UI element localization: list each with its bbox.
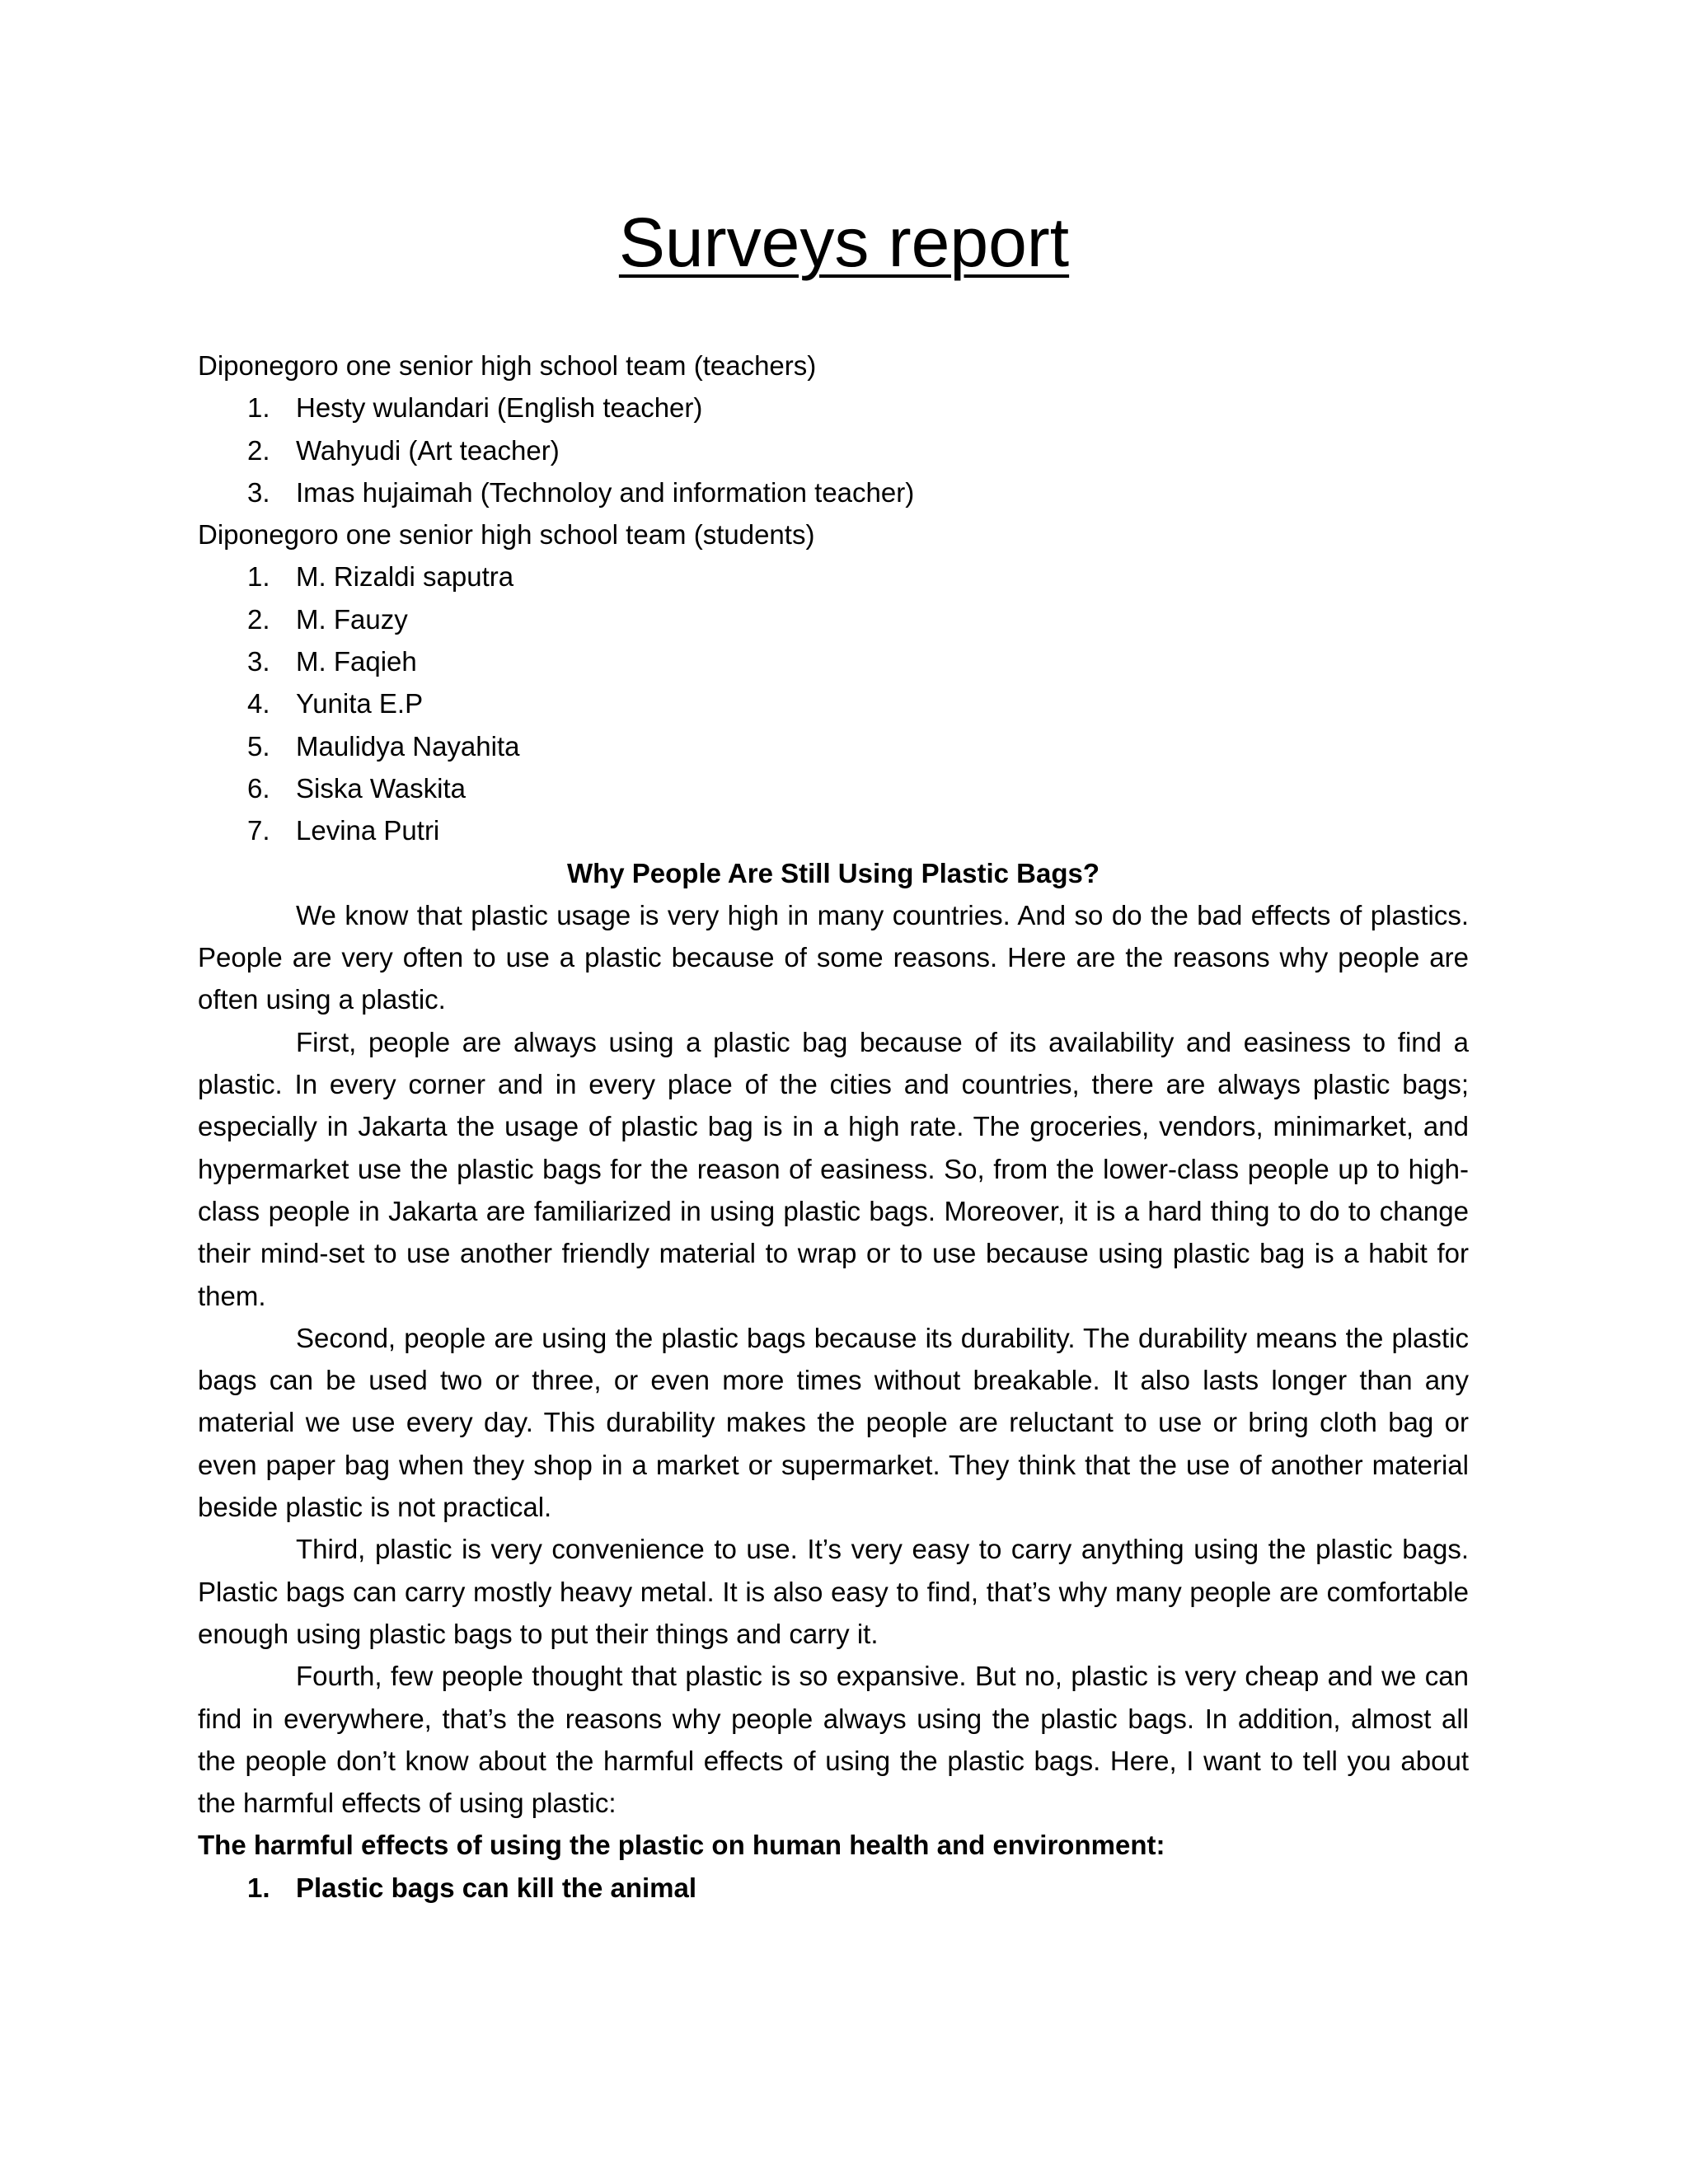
member-name: M. Rizaldi saputra	[296, 561, 514, 593]
list-item	[198, 598, 1469, 640]
member-name: Levina Putri	[296, 815, 440, 846]
paragraph-fourth-reason: Fourth, few people thought that plastic is so expansive. But no, plastic is very cheap and we can find in everywhere, that’s the reasons why people always using the plastic bags. In addition, almost all the people don’t know about the harmful effects of using the plastic bags. Here, I want to tell you about the harmful effects of using plastic:	[198, 1661, 1469, 1819]
member-name: Wahyudi (Art teacher)	[296, 434, 560, 466]
list-item	[198, 767, 1469, 809]
list-number: 7.	[247, 815, 270, 846]
list-number: 1.	[247, 561, 270, 593]
member-name: Hesty wulandari (English teacher)	[296, 392, 703, 424]
list-number: 2.	[247, 434, 270, 466]
list-item	[198, 682, 1469, 724]
teachers-list	[198, 387, 1469, 513]
paragraph-second-reason: Second, people are using the plastic bags because its durability. The durability means the plastic bags can be used two or three, or even more times without breakable. It also lasts longer than any material we use every day. This durability makes the people are reluctant to use or bring cloth bag or even paper bag when they shop in a market or supermarket. They think that the use of another material beside plastic is not practical.	[198, 1322, 1469, 1523]
member-name: Yunita E.P	[296, 688, 424, 719]
list-item	[198, 809, 1469, 851]
students-list	[198, 555, 1469, 851]
title-text: Surveys report	[618, 204, 1070, 281]
list-number: 5.	[247, 730, 270, 762]
member-name: Imas hujaimah (Technoloy and information teacher)	[296, 476, 915, 508]
document-body	[198, 344, 1469, 1909]
member-name: Maulidya Nayahita	[296, 730, 520, 762]
effect-text: Plastic bags can kill the animal	[296, 1872, 697, 1903]
list-number: 2.	[247, 603, 270, 635]
member-name: Siska Waskita	[296, 772, 466, 804]
teachers-team-heading: Diponegoro one senior high school team (teachers)	[198, 350, 817, 381]
page-title	[0, 196, 1688, 288]
list-item	[198, 640, 1469, 682]
list-item	[198, 1867, 1469, 1909]
paragraph-first-reason: First, people are always using a plastic bag because of its availability and easiness to find a plastic. In every corner and in every place of the cities and countries, there are always plastic bags; especially in Jakarta the usage of plastic bag is in a high rate. The groceries, vendors, minimarket, and hypermarket use the plastic bags for the reason of easiness. So, from the lower-class people up to high-class people in Jakarta are familiarized in using plastic bags. Moreover, it is a hard thing to do to change their mind-set to use another friendly material to wrap or to use because using plastic bag is a habit for them.	[198, 1026, 1469, 1311]
list-number: 6.	[247, 772, 270, 804]
list-item	[198, 387, 1469, 429]
list-number: 1.	[247, 1872, 270, 1903]
list-number: 4.	[247, 688, 270, 719]
students-team-heading: Diponegoro one senior high school team (students)	[198, 519, 815, 551]
list-number: 3.	[247, 646, 270, 677]
section-heading: Why People Are Still Using Plastic Bags?	[566, 857, 1100, 888]
list-number: 1.	[247, 392, 270, 424]
list-item	[198, 471, 1469, 513]
member-name: M. Faqieh	[296, 646, 417, 677]
paragraph-third-reason: Third, plastic is very convenience to use. It’s very easy to carry anything using the plastic bags. Plastic bags can carry mostly heavy metal. It is also easy to find, that’s why many people are comfortable enough using plastic bags to put their things and carry it.	[198, 1534, 1469, 1649]
list-item	[198, 555, 1469, 598]
effects-heading: The harmful effects of using the plastic on human health and environment:	[198, 1830, 1165, 1861]
list-item	[198, 725, 1469, 767]
effects-list	[198, 1867, 1469, 1909]
list-item	[198, 429, 1469, 471]
paragraph-intro: We know that plastic usage is very high in many countries. And so do the bad effects of plastics. People are very often to use a plastic because of some reasons. Here are the reasons why people are often using a plastic.	[198, 899, 1469, 1015]
list-number: 3.	[247, 476, 270, 508]
member-name: M. Fauzy	[296, 603, 408, 635]
